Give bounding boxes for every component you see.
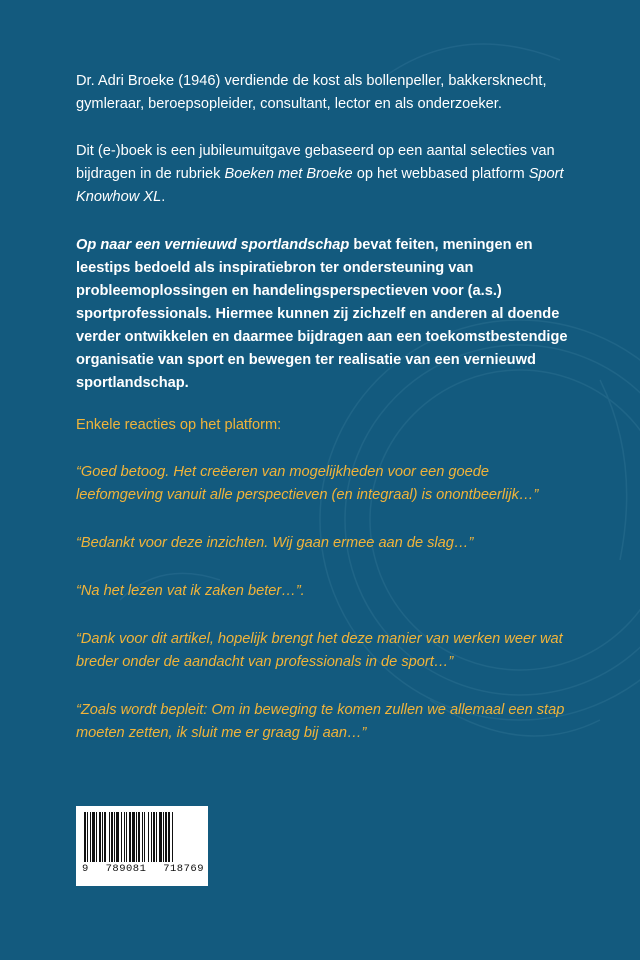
barcode-group-1: 789081 — [105, 863, 147, 875]
book-description — [76, 140, 576, 209]
quote-4: “Dank voor dit artikel, hopelijk brengt het deze manier van werken weer wat breder onder de aandacht van professionals in de sport…” — [76, 631, 563, 670]
description-pre: Dit (e-)boek is een jubileumuitgave gebaseerd op een aantal selecties van bijdragen in de rubriek — [76, 143, 555, 182]
reactions-heading: Enkele reacties op het platform: — [76, 417, 282, 433]
platform-name: Sport Knowhow XL — [76, 166, 564, 205]
body-text — [76, 70, 576, 395]
book-title: Op naar een vernieuwd sportlandschap — [76, 237, 350, 253]
barcode-number — [82, 863, 204, 875]
quote-3: “Na het lezen vat ik zaken beter…”. — [76, 583, 305, 599]
quote-5: “Zoals wordt bepleit: Om in beweging te komen zullen we allemaal een stap moeten zetten, ik sluit me er graag bij aan…” — [76, 702, 565, 741]
quote-1: “Goed betoog. Het creëeren van mogelijkheden voor een goede leefomgeving vanuit alle perspectieven (en integraal) is onontbeerlijk…” — [76, 464, 539, 503]
description-mid: op het webbased platform — [352, 166, 529, 182]
quote-2: “Bedankt voor deze inzichten. Wij gaan ermee aan de slag…” — [76, 535, 474, 551]
description-end: . — [161, 189, 166, 205]
rubric-name: Boeken met Broeke — [224, 166, 353, 182]
isbn-barcode — [76, 806, 208, 886]
summary-text: bevat feiten, meningen en leestips bedoeld als inspiratiebron ter ondersteuning van probleemoplossingen en handelingsperspectieven voor (a.s.) sportprofessionals. Hiermee kunnen zij zichzelf en anderen al doende verder ontwikkelen en daarmee bijdragen aan een toekomstbestendige organisatie van sport en bewegen ter realisatie van een vernieuwd sportlandschap. — [76, 237, 568, 391]
author-intro: Dr. Adri Broeke (1946) verdiende de kost als bollenpeller, bakkersknecht, gymleraar, beroepsopleider, consultant, lector en als onderzoeker. — [76, 73, 547, 112]
barcode-first-digit: 9 — [82, 863, 89, 875]
book-summary — [76, 234, 576, 395]
barcode-bars — [84, 812, 200, 862]
reactions-section — [76, 414, 576, 770]
barcode-group-2: 718769 — [163, 863, 204, 875]
